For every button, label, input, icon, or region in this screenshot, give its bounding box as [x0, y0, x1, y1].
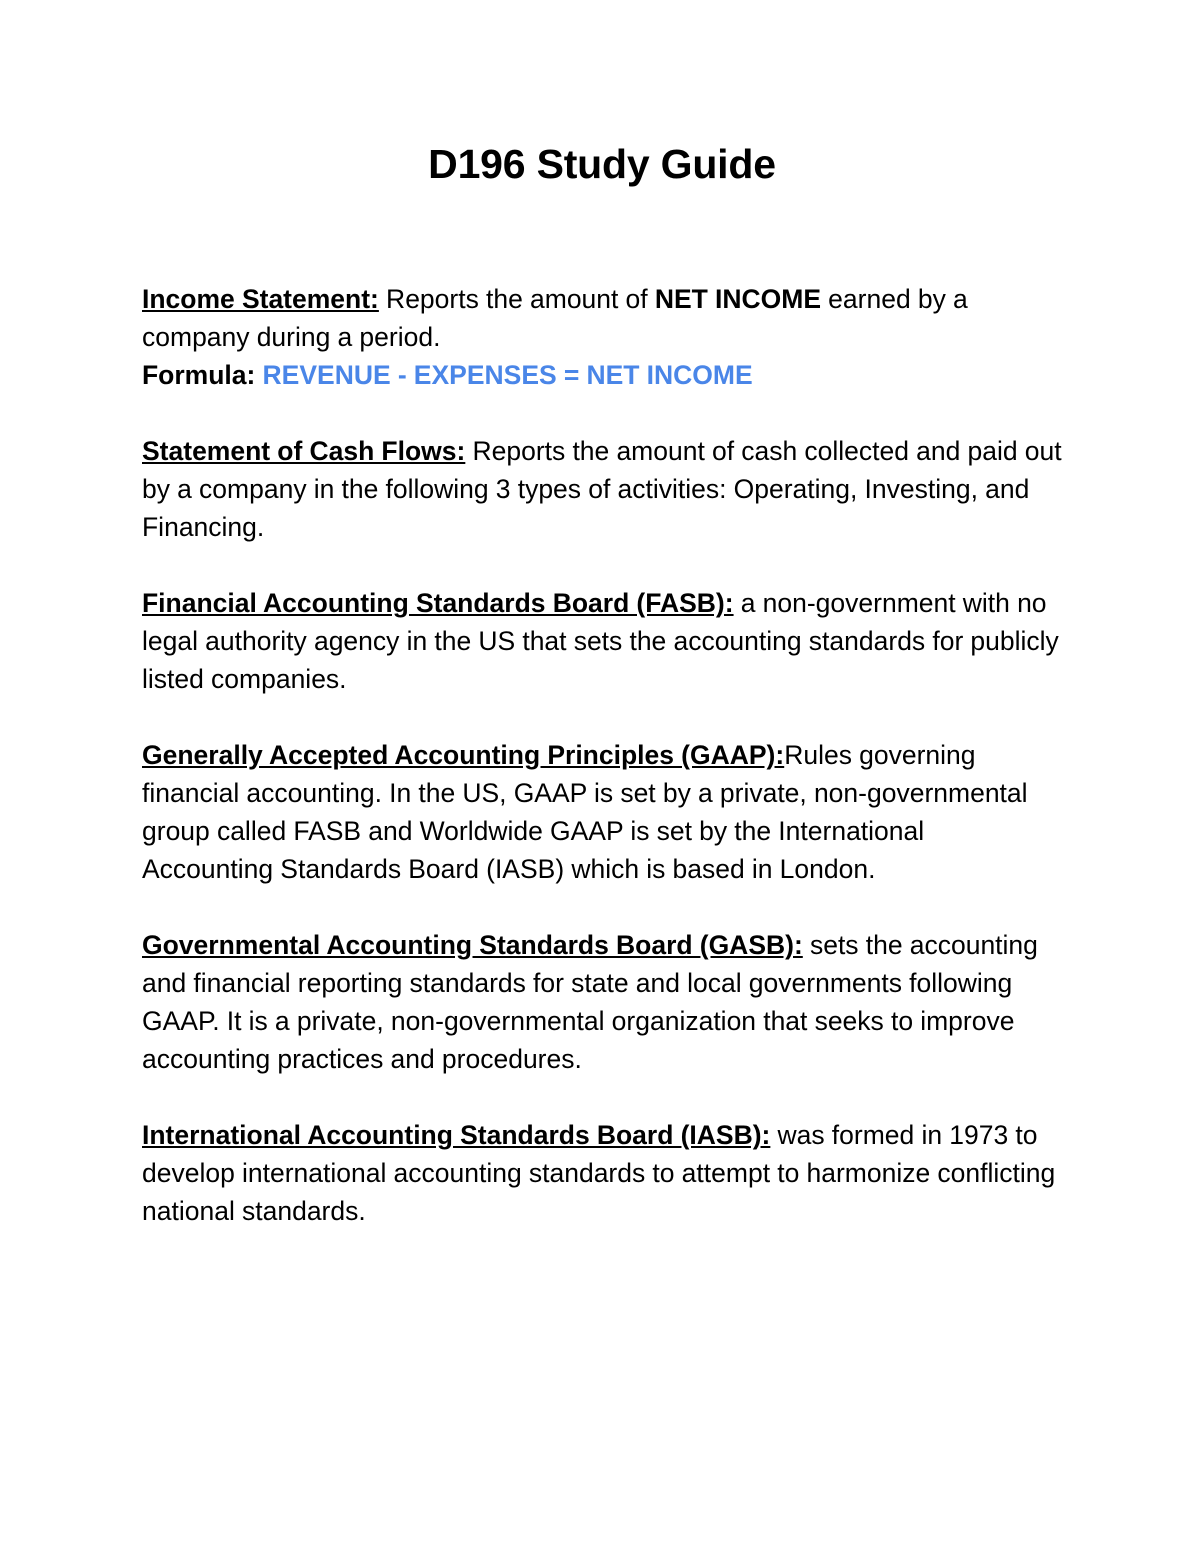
formula-value: REVENUE - EXPENSES = NET INCOME: [262, 360, 753, 391]
section-income-statement: [142, 280, 1062, 394]
term-income-statement: Income Statement:: [142, 284, 379, 315]
term-statement-of-cash-flows: Statement of Cash Flows:: [142, 436, 466, 467]
term-gaap: Generally Accepted Accounting Principles (GAAP):: [142, 740, 785, 771]
section-gasb: [142, 926, 1062, 1078]
gasb-text: sets the accounting and financial reporting standards for state and local governments following GAAP. It is a private, non-governmental organization that seeks to improve accounting practices and procedures.: [142, 930, 1038, 1075]
term-fasb: Financial Accounting Standards Board (FASB):: [142, 588, 734, 619]
page-title: D196 Study Guide: [428, 141, 776, 187]
formula-line: [142, 356, 1062, 394]
iasb-text: was formed in 1973 to develop international accounting standards to attempt to harmonize conflicting national standards.: [142, 1120, 1056, 1227]
section-iasb: [142, 1116, 1062, 1230]
statement-of-cash-flows-text: Reports the amount of cash collected and paid out by a company in the following 3 types of activities: Operating, Investing, and Financing.: [142, 436, 1062, 543]
gaap-text-line-2: Accounting Standards Board (IASB) which is based in London.: [142, 854, 876, 885]
section-statement-of-cash-flows: [142, 432, 1062, 546]
income-statement-text-after: earned by a company during a period.: [142, 284, 968, 353]
title-spacer: [142, 188, 1062, 280]
document-body: [142, 0, 1062, 1230]
gaap-text-line-1: Rules governing financial accounting. In the US, GAAP is set by a private, non-governmental group called FASB and Worldwide GAAP is set by the International: [142, 740, 1028, 847]
fasb-text: a non-government with no legal authority agency in the US that sets the accounting standards for publicly listed companies.: [142, 588, 1059, 695]
section-gaap: [142, 736, 1062, 888]
term-gasb: Governmental Accounting Standards Board (GASB):: [142, 930, 803, 961]
term-iasb: International Accounting Standards Board (IASB):: [142, 1120, 771, 1151]
formula-label: Formula:: [142, 360, 256, 391]
section-fasb: [142, 584, 1062, 698]
emphasis-net-income: NET INCOME: [654, 284, 821, 315]
income-statement-text-before: Reports the amount of: [378, 284, 655, 315]
